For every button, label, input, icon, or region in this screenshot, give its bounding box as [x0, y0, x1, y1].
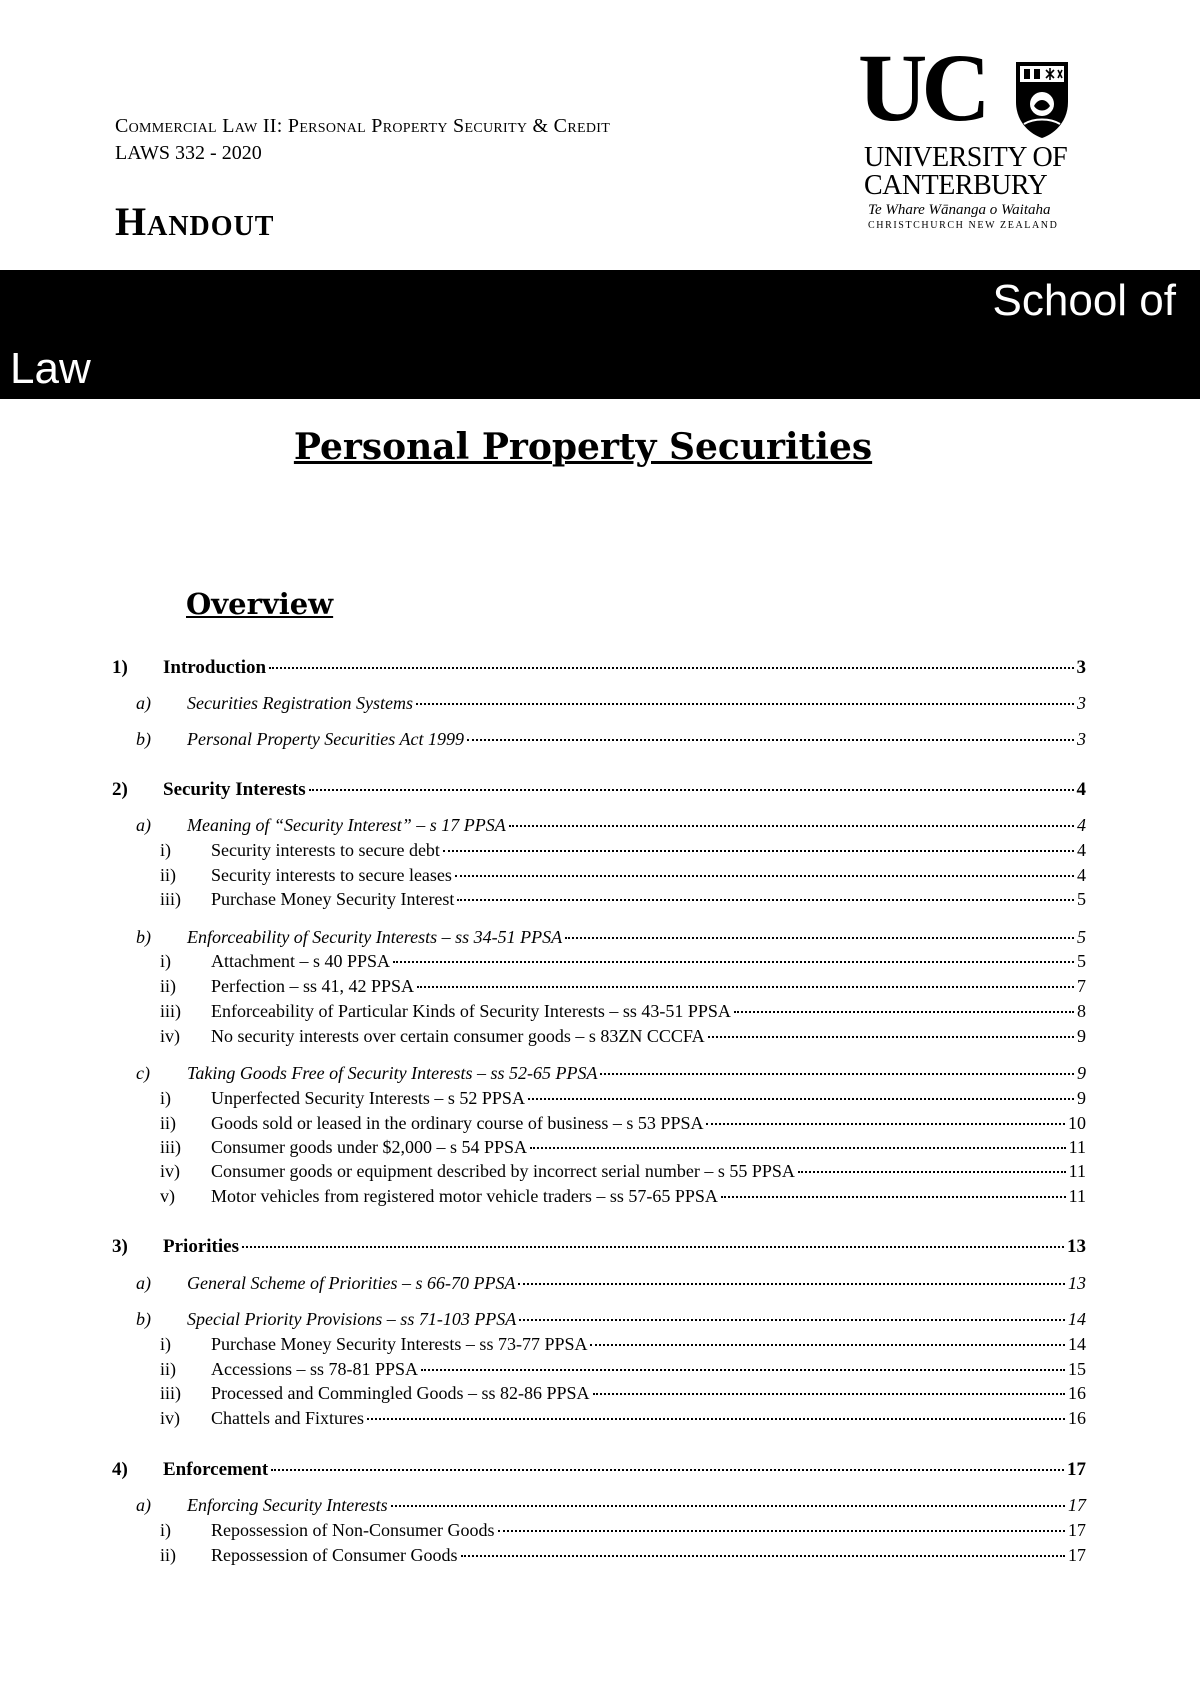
banner-line2: Law — [10, 344, 91, 393]
toc-entry-page: 17 — [1068, 1545, 1086, 1565]
toc-entry-number: ii) — [160, 1545, 176, 1565]
document-title: Personal Property Securities — [293, 426, 873, 468]
logo-name-line1: UNIVERSITY OF — [864, 142, 1068, 173]
toc-entry-page: 11 — [1068, 1186, 1086, 1206]
toc-entry-page: 14 — [1068, 1334, 1086, 1354]
toc-entry-page: 3 — [1077, 729, 1086, 749]
toc-entry[interactable] — [160, 1334, 1086, 1355]
toc-entry-title: Repossession of Consumer Goods — [211, 1545, 458, 1565]
toc-entry-page: 9 — [1077, 1026, 1086, 1046]
toc-entry-page: 17 — [1068, 1495, 1086, 1515]
toc-entry-number: i) — [160, 1088, 171, 1108]
toc-entry-number: a) — [136, 1495, 151, 1515]
toc-entry-title: Repossession of Non-Consumer Goods — [211, 1520, 495, 1540]
toc-entry[interactable] — [160, 976, 1086, 997]
toc-entry-page: 7 — [1077, 976, 1086, 996]
toc-entry-page: 9 — [1077, 1063, 1086, 1083]
toc-entry-title: Security interests to secure leases — [211, 865, 452, 885]
toc-entry-page: 3 — [1077, 693, 1086, 713]
toc-entry[interactable] — [112, 779, 1086, 801]
toc-entry-title: Unperfected Security Interests – s 52 PPSA — [211, 1088, 525, 1108]
toc-entry-number: iii) — [160, 1383, 181, 1403]
toc-dot-leader — [565, 937, 1074, 939]
toc-entry-title: Special Priority Provisions – ss 71-103 PPSA — [187, 1309, 517, 1329]
logo-initials: UC — [858, 34, 985, 141]
toc-entry-page: 5 — [1077, 927, 1086, 947]
toc-entry-page: 8 — [1077, 1001, 1086, 1021]
toc-entry-title: Taking Goods Free of Security Interests – ss 52-65 PPSA — [187, 1063, 598, 1083]
logo-maori-name: Te Whare Wānanga o Waitaha — [868, 202, 1051, 218]
toc-entry[interactable] — [160, 1545, 1086, 1566]
toc-entry-number: a) — [136, 1273, 151, 1293]
toc-entry-number: 4) — [112, 1459, 128, 1480]
toc-entry[interactable] — [136, 1063, 1086, 1084]
toc-entry-title: Introduction — [163, 657, 267, 678]
toc-dot-leader — [393, 961, 1074, 963]
toc-entry-page: 4 — [1077, 865, 1086, 885]
toc-entry-page: 3 — [1076, 657, 1086, 678]
toc-entry-title: Personal Property Securities Act 1999 — [187, 729, 464, 749]
toc-entry-page: 4 — [1076, 779, 1086, 800]
toc-entry[interactable] — [136, 1309, 1086, 1330]
toc-entry-number: b) — [136, 927, 151, 947]
toc-entry[interactable] — [112, 1236, 1086, 1258]
toc-entry-page: 14 — [1068, 1309, 1086, 1329]
toc-dot-leader — [600, 1073, 1074, 1075]
toc-entry-title: Motor vehicles from registered motor vehicle traders – ss 57-65 PPSA — [211, 1186, 718, 1206]
toc-entry-number: ii) — [160, 1359, 176, 1379]
toc-entry-title: General Scheme of Priorities – s 66-70 PPSA — [187, 1273, 516, 1293]
toc-dot-leader — [593, 1393, 1065, 1395]
toc-entry-number: iv) — [160, 1026, 180, 1046]
toc-entry-title: Meaning of “Security Interest” – s 17 PPSA — [187, 815, 506, 835]
toc-entry-page: 13 — [1068, 1273, 1086, 1293]
toc-dot-leader — [734, 1011, 1074, 1013]
toc-entry-title: Perfection – ss 41, 42 PPSA — [211, 976, 415, 996]
toc-dot-leader — [443, 850, 1074, 852]
toc-entry-page: 10 — [1068, 1113, 1086, 1133]
toc-entry-title: Enforcement — [163, 1459, 269, 1480]
toc-entry[interactable] — [160, 1026, 1086, 1047]
toc-entry-number: ii) — [160, 865, 176, 885]
toc-entry-page: 4 — [1077, 840, 1086, 860]
toc-entry-title: Securities Registration Systems — [187, 693, 413, 713]
toc-entry[interactable] — [160, 951, 1086, 972]
toc-entry-number: ii) — [160, 976, 176, 996]
toc-entry-title: Accessions – ss 78-81 PPSA — [211, 1359, 419, 1379]
toc-entry[interactable] — [136, 1495, 1086, 1516]
toc-entry-number: i) — [160, 1520, 171, 1540]
handout-heading: Handout — [115, 199, 275, 244]
toc-entry[interactable] — [160, 1161, 1086, 1182]
toc-entry-page: 17 — [1067, 1459, 1086, 1480]
toc-dot-leader — [455, 875, 1074, 877]
toc-entry-number: 3) — [112, 1236, 128, 1257]
university-logo — [858, 34, 1088, 236]
toc-entry-number: b) — [136, 729, 151, 749]
toc-dot-leader — [721, 1196, 1066, 1198]
toc-dot-leader — [457, 899, 1074, 901]
toc-entry[interactable] — [112, 1459, 1086, 1481]
toc-dot-leader — [706, 1123, 1065, 1125]
toc-entry[interactable] — [136, 729, 1086, 750]
toc-dot-leader — [367, 1418, 1065, 1420]
toc-entry-page: 15 — [1068, 1359, 1086, 1379]
toc-dot-leader — [467, 739, 1074, 741]
logo-city: CHRISTCHURCH NEW ZEALAND — [868, 220, 1059, 231]
toc-entry-number: iv) — [160, 1161, 180, 1181]
toc-dot-leader — [421, 1369, 1065, 1371]
toc-entry-number: a) — [136, 815, 151, 835]
toc-entry[interactable] — [160, 1001, 1086, 1022]
toc-entry-number: 1) — [112, 657, 128, 678]
toc-entry[interactable] — [160, 889, 1086, 910]
toc-entry-title: Enforceability of Security Interests – ss 34-51 PPSA — [187, 927, 563, 947]
toc-dot-leader — [509, 825, 1074, 827]
toc-entry-title: Purchase Money Security Interests – ss 73-77 PPSA — [211, 1334, 588, 1354]
toc-entry[interactable] — [160, 1383, 1086, 1404]
toc-entry[interactable] — [160, 1186, 1086, 1207]
toc-entry[interactable] — [136, 815, 1086, 836]
logo-name-line2: CANTERBURY — [864, 170, 1048, 201]
toc-entry-title: Processed and Commingled Goods – ss 82-86 PPSA — [211, 1383, 590, 1403]
toc-entry-number: iii) — [160, 1001, 181, 1021]
toc-entry-title: No security interests over certain consumer goods – s 83ZN CCCFA — [211, 1026, 705, 1046]
toc-entry-title: Security Interests — [163, 779, 306, 800]
course-code: LAWS 332 - 2020 — [115, 142, 262, 164]
toc-entry-number: v) — [160, 1186, 175, 1206]
toc-entry-page: 5 — [1077, 889, 1086, 909]
toc-entry-title: Security interests to secure debt — [211, 840, 440, 860]
school-banner — [0, 270, 1200, 399]
toc-entry-title: Priorities — [163, 1236, 239, 1257]
toc-entry[interactable] — [160, 1408, 1086, 1429]
toc-entry-number: a) — [136, 693, 151, 713]
toc-entry-title: Chattels and Fixtures — [211, 1408, 364, 1428]
toc-dot-leader — [528, 1098, 1074, 1100]
toc-entry-title: Goods sold or leased in the ordinary course of business – s 53 PPSA — [211, 1113, 704, 1133]
toc-dot-leader — [590, 1344, 1065, 1346]
toc-entry-page: 9 — [1077, 1088, 1086, 1108]
toc-entry[interactable] — [160, 1113, 1086, 1134]
toc-entry-page: 4 — [1077, 815, 1086, 835]
toc-entry-number: 2) — [112, 779, 128, 800]
toc-entry[interactable] — [160, 1088, 1086, 1109]
toc-dot-leader — [519, 1319, 1065, 1321]
toc-entry-number: iii) — [160, 889, 181, 909]
toc-entry-title: Consumer goods under $2,000 – s 54 PPSA — [211, 1137, 528, 1157]
toc-dot-leader — [530, 1147, 1066, 1149]
overview-heading: Overview — [186, 587, 334, 621]
toc-entry[interactable] — [160, 1520, 1086, 1541]
toc-dot-leader — [798, 1171, 1066, 1173]
toc-entry-page: 11 — [1068, 1137, 1086, 1157]
toc-dot-leader — [416, 703, 1074, 705]
toc-dot-leader — [417, 986, 1074, 988]
toc-entry-number: i) — [160, 840, 171, 860]
toc-entry-page: 13 — [1067, 1236, 1086, 1257]
toc-dot-leader — [498, 1530, 1066, 1532]
toc-dot-leader — [461, 1555, 1066, 1557]
toc-entry-title: Purchase Money Security Interest — [211, 889, 455, 909]
toc-entry-number: i) — [160, 951, 171, 971]
toc-entry-page: 5 — [1077, 951, 1086, 971]
banner-line1: School of — [992, 276, 1176, 325]
toc-entry[interactable] — [160, 840, 1086, 861]
toc-entry-number: ii) — [160, 1113, 176, 1133]
toc-dot-leader — [518, 1283, 1065, 1285]
toc-dot-leader — [269, 667, 1073, 669]
toc-entry-title: Enforceability of Particular Kinds of Security Interests – ss 43-51 PPSA — [211, 1001, 731, 1021]
toc-dot-leader — [391, 1505, 1065, 1507]
toc-entry-title: Attachment – s 40 PPSA — [211, 951, 391, 971]
toc-dot-leader — [242, 1246, 1064, 1248]
toc-entry[interactable] — [112, 657, 1086, 679]
toc-entry[interactable] — [160, 1359, 1086, 1380]
toc-entry[interactable] — [136, 1273, 1086, 1294]
toc-entry-number: c) — [136, 1063, 150, 1083]
toc-dot-leader — [309, 789, 1074, 791]
toc-entry-page: 17 — [1068, 1520, 1086, 1540]
toc-entry[interactable] — [136, 693, 1086, 714]
toc-entry-title: Consumer goods or equipment described by incorrect serial number – s 55 PPSA — [211, 1161, 795, 1181]
toc-entry-number: b) — [136, 1309, 151, 1329]
crest-icon — [1010, 58, 1074, 140]
toc-entry[interactable] — [136, 927, 1086, 948]
toc-entry-page: 11 — [1068, 1161, 1086, 1181]
toc-entry-page: 16 — [1068, 1408, 1086, 1428]
toc-entry[interactable] — [160, 1137, 1086, 1158]
toc-dot-leader — [271, 1469, 1064, 1471]
toc-entry-number: iv) — [160, 1408, 180, 1428]
toc-entry[interactable] — [160, 865, 1086, 886]
toc-entry-number: iii) — [160, 1137, 181, 1157]
toc-dot-leader — [708, 1036, 1074, 1038]
course-title: Commercial Law II: Personal Property Security & Credit — [115, 115, 611, 137]
toc-entry-title: Enforcing Security Interests — [187, 1495, 388, 1515]
toc-entry-page: 16 — [1068, 1383, 1086, 1403]
toc-entry-number: i) — [160, 1334, 171, 1354]
